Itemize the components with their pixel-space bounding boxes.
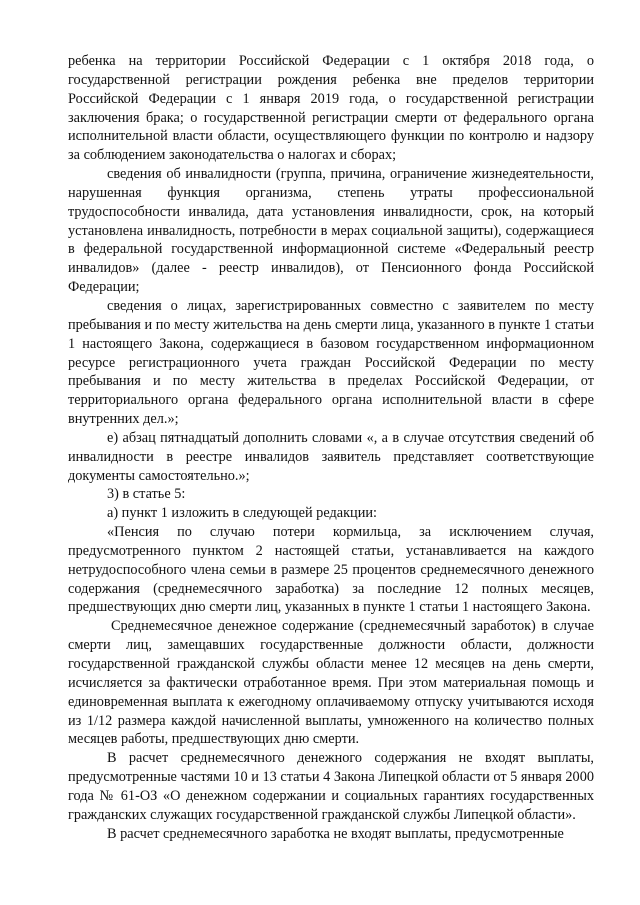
paragraph-registered-persons: сведения о лицах, зарегистрированных совместно с заявителем по месту пребывания и по месту жительства на день смерти лица, указанного в пункте 1 статьи 1 настоящего Закона, содержащиеся в базовом государственном информационном ресурсе регистрационного учета граждан Российской Федерации по месту пребывания и по месту жительства в пределах Российской Федерации, от территориального органа федерального органа исполнительной власти в сфере внутренних дел.»; (68, 297, 594, 428)
paragraph-item-a: а) пункт 1 изложить в следующей редакции: (107, 505, 377, 522)
paragraph-calculation-exclusions: В расчет среднемесячного денежного содержания не входят выплаты, предусмотренные частями 10 и 13 статьи 4 Закона Липецкой области от 5 января 2000 года № 61-ОЗ «О денежном содержании и социальных гарантиях государственных гражданских служащих государственной гражданской службы Липецкой области». (68, 750, 594, 823)
document-page (68, 52, 594, 843)
paragraph-salary-exclusions: В расчет среднемесячного заработка не входят выплаты, предусмотренные (107, 825, 564, 842)
paragraph-disability-info: сведения об инвалидности (группа, причина, ограничение жизнедеятельности, нарушенная функция организма, степень утраты профессиональной трудоспособности инвалида, дата установления инвалидности, срок, на который установлена инвалидность, потребности в мерах социальной защиты), содержащиеся в федеральной государственной информационной системе «Федеральный реестр инвалидов» (далее - реестр инвалидов), от Пенсионного фонда Российской Федерации; (68, 166, 594, 296)
paragraph-average-salary: Среднемесячное денежное содержание (среднемесячный заработок) в случае смерти лиц, замещавших государственные должности области, должности государственной гражданской службы области менее 12 месяцев на день смерти, исчисляется за фактически отработанное время. При этом материальная помощь и единовременная выплата к ежегодному оплачиваемому отпуску учитываются исходя из 1/12 размера каждой начисленной выплаты, умноженного на количество полных месяцев работы, предшествующих дню смерти. (68, 618, 594, 748)
paragraph-article-5: 3) в статье 5: (107, 486, 186, 503)
paragraph-pension-quote: «Пенсия по случаю потери кормильца, за исключением случая, предусмотренного пунктом 2 настоящей статьи, устанавливается на каждого нетрудоспособного члена семьи в размере 25 процентов среднемесячного денежного содержания (среднемесячного заработка) за последние 12 полных месяцев, предшествующих дню смерти лиц, указанных в пункте 1 статьи 1 настоящего Закона. (68, 524, 594, 616)
paragraph-item-e: е) абзац пятнадцатый дополнить словами «, а в случае отсутствия сведений об инвалидности в реестре инвалидов заявитель представляет соответствующие документы самостоятельно.»; (68, 429, 594, 484)
paragraph-continuation: ребенка на территории Российской Федерации с 1 октября 2018 года, о государственной регистрации рождения ребенка вне пределов территории Российской Федерации с 1 января 2019 года, о государственной регистрации заключения брака; о государственной регистрации смерти от федерального органа исполнительной власти области, осуществляющего функции по контролю и надзору за соблюдением законодательства о налогах и сборах; (68, 53, 594, 164)
